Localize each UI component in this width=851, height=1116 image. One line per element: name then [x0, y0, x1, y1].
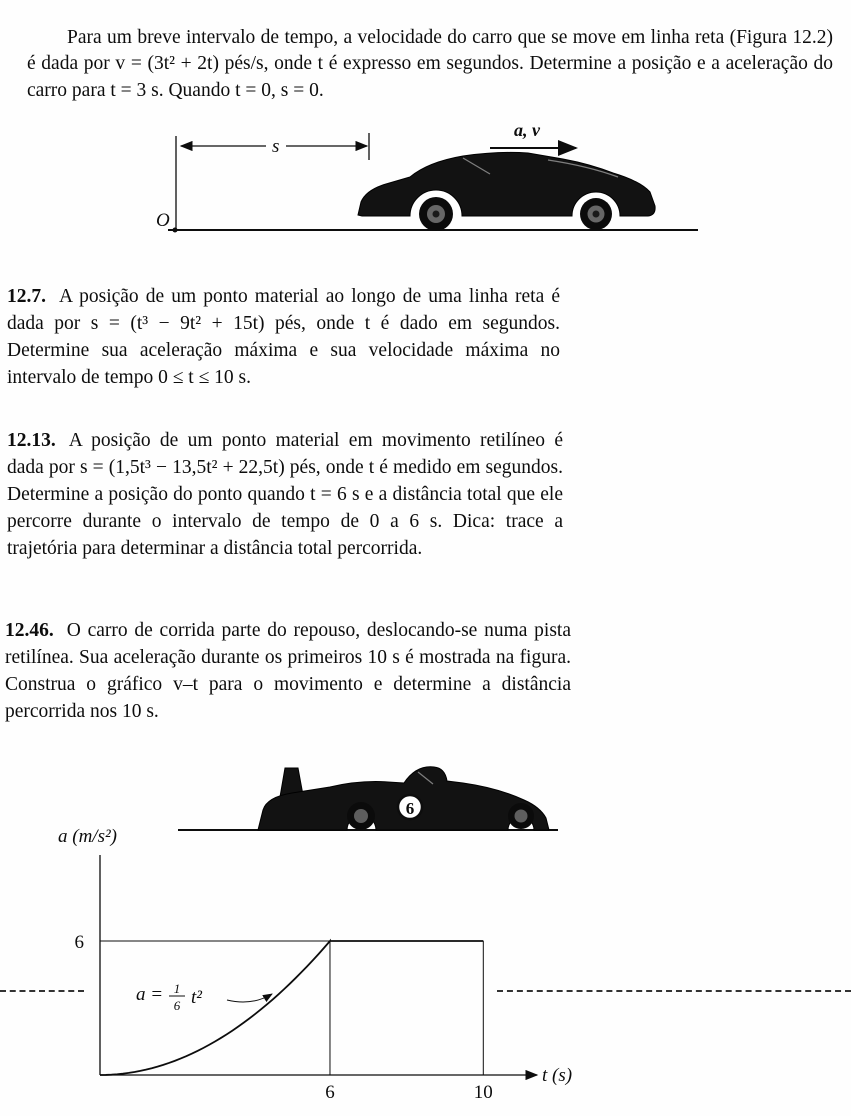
- problem-12-13: [7, 427, 563, 562]
- annotation-numerator: 1: [173, 981, 181, 996]
- figure-race-car-graph: [30, 750, 630, 1110]
- x-tick-label: 6: [325, 1082, 335, 1103]
- x-tick-label: 10: [473, 1082, 493, 1103]
- acceleration-curve: [100, 941, 483, 1075]
- x-axis-label: t (s): [542, 1065, 573, 1086]
- annotation-arrow: [227, 994, 272, 1002]
- distance-label: s: [272, 136, 280, 157]
- acceleration-velocity-label: a, v: [514, 120, 540, 140]
- problem-12-46: [5, 617, 571, 725]
- annotation-lhs: a =: [136, 984, 164, 1005]
- problem-number: 12.7.: [7, 285, 46, 307]
- race-car-illustration: [178, 767, 558, 830]
- problem-12-7: [7, 283, 560, 391]
- y-tick-label: 6: [74, 932, 84, 954]
- car-number: 6: [405, 799, 415, 818]
- problem-number: 12.46.: [5, 619, 54, 641]
- intro-paragraph: Para um breve intervalo de tempo, a velocidade do carro que se move em linha reta (Figura 12.2) é dada por v = (3t² + 2t) pés/s, onde t é expresso em segundos. Determine a posição e a aceleração do carro para t = 3 s. Quando t = 0, s = 0.: [27, 26, 833, 101]
- y-axis-label: a (m/s²): [58, 826, 117, 847]
- problem-text: A posição de um ponto material ao longo de uma linha reta é dada por s = (t³ − 9t² + 15t) pés, onde t é dado em segundos. Determine sua aceleração máxima e sua velocidade máxima no intervalo de tempo 0 ≤ t ≤ 10 s.: [7, 285, 560, 388]
- problem-text: O carro de corrida parte do repouso, deslocando-se numa pista retilínea. Sua aceleração durante os primeiros 10 s é mostrada na figura. Construa o gráfico v–t para o movimento e determine a distância percorrida nos 10 s.: [5, 619, 571, 722]
- figure-car-position: [118, 120, 738, 252]
- annotation-denominator: 6: [173, 998, 181, 1013]
- scan-crease-right: [497, 990, 851, 992]
- annotation-rhs: t²: [191, 987, 202, 1008]
- problem-text: A posição de um ponto material em movimento retilíneo é dada por s = (1,5t³ − 13,5t² + 22,5t) pés, onde t é medido em segundos. Determine a posição do ponto quando t = 6 s e a distância total que ele percorre durante o intervalo de tempo de 0 a 6 s. Dica: trace a trajetória para determinar a distância total percorrida.: [7, 429, 563, 559]
- origin-label: O: [156, 210, 170, 231]
- acceleration-time-graph: [58, 826, 572, 1103]
- problem-number: 12.13.: [7, 429, 56, 451]
- scan-crease-left: [0, 990, 84, 992]
- sports-car-illustration: [358, 152, 655, 231]
